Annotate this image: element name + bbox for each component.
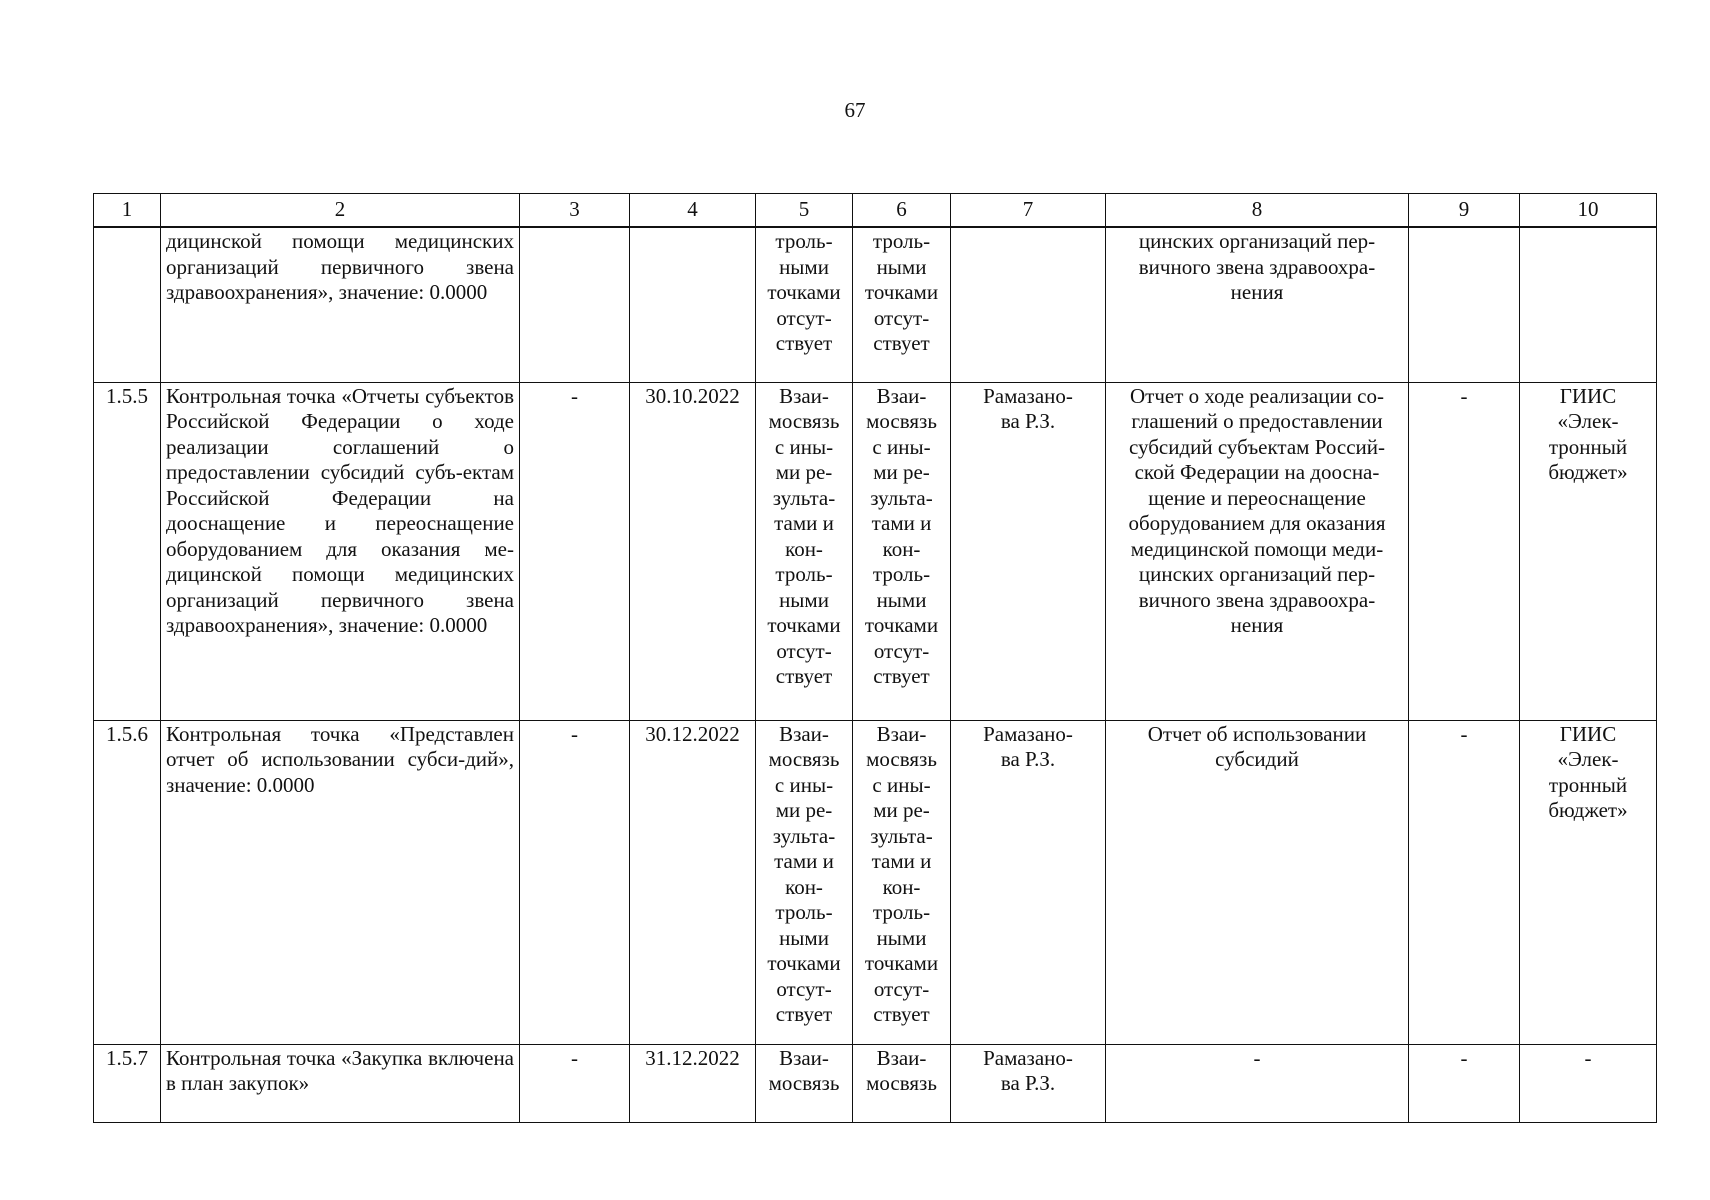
- row-col5: троль- ными точками отсут- ствует: [756, 227, 853, 382]
- row-system: -: [1520, 1044, 1657, 1122]
- row-col5: Взаи- мосвязь: [756, 1044, 853, 1122]
- row-date: 31.12.2022: [630, 1044, 756, 1122]
- column-header: 6: [853, 194, 951, 228]
- row-col9: [1409, 227, 1520, 382]
- row-responsible: Рамазано- ва Р.З.: [951, 720, 1106, 1044]
- row-col3: [520, 227, 630, 382]
- row-result: -: [1106, 1044, 1409, 1122]
- column-header: 2: [161, 194, 520, 228]
- control-points-table: [93, 193, 1657, 1123]
- row-description: Контрольная точка «Закупка включена в план закупок»: [161, 1044, 520, 1122]
- row-description: дицинской помощи медицинских организаций первичного звена здравоохранения», значение: 0.0000: [161, 227, 520, 382]
- row-number: 1.5.6: [94, 720, 161, 1044]
- row-col3: -: [520, 720, 630, 1044]
- row-responsible: Рамазано- ва Р.З.: [951, 1044, 1106, 1122]
- column-header: 1: [94, 194, 161, 228]
- row-result: Отчет об использовании субсидий: [1106, 720, 1409, 1044]
- table-row: [94, 382, 1657, 720]
- row-col3: -: [520, 382, 630, 720]
- row-number: [94, 227, 161, 382]
- row-system: ГИИС «Элек- тронный бюджет»: [1520, 720, 1657, 1044]
- column-header: 9: [1409, 194, 1520, 228]
- table-header: [94, 194, 1657, 228]
- row-col9: -: [1409, 720, 1520, 1044]
- row-col6: троль- ными точками отсут- ствует: [853, 227, 951, 382]
- column-header: 3: [520, 194, 630, 228]
- row-system: [1520, 227, 1657, 382]
- row-responsible: [951, 227, 1106, 382]
- column-header: 10: [1520, 194, 1657, 228]
- row-col5: Взаи- мосвязь с ины- ми ре- зульта- тами и кон- троль- ными точками отсут- ствует: [756, 382, 853, 720]
- row-system: ГИИС «Элек- тронный бюджет»: [1520, 382, 1657, 720]
- row-col6: Взаи- мосвязь: [853, 1044, 951, 1122]
- page-number: 67: [844, 98, 866, 122]
- row-col9: -: [1409, 382, 1520, 720]
- column-header: 5: [756, 194, 853, 228]
- table-row: [94, 1044, 1657, 1122]
- column-header: 4: [630, 194, 756, 228]
- column-header: 7: [951, 194, 1106, 228]
- row-date: [630, 227, 756, 382]
- row-date: 30.12.2022: [630, 720, 756, 1044]
- row-number: 1.5.7: [94, 1044, 161, 1122]
- row-col3: -: [520, 1044, 630, 1122]
- row-col6: Взаи- мосвязь с ины- ми ре- зульта- тами и кон- троль- ными точками отсут- ствует: [853, 720, 951, 1044]
- row-description: Контрольная точка «Отчеты субъектов Российской Федерации о ходе реализации соглашений о предоставлении субсидий субъ-ектам Российской Федерации на дооснащение и переоснащение оборудованием для оказания ме-дицинской помощи медицинских организаций первичного звена здравоохранения», значение: 0.0000: [161, 382, 520, 720]
- column-header: 8: [1106, 194, 1409, 228]
- row-col6: Взаи- мосвязь с ины- ми ре- зульта- тами и кон- троль- ными точками отсут- ствует: [853, 382, 951, 720]
- row-result: цинских организаций пер- вичного звена здравоохра- нения: [1106, 227, 1409, 382]
- row-description: Контрольная точка «Представлен отчет об использовании субси-дий», значение: 0.0000: [161, 720, 520, 1044]
- row-number: 1.5.5: [94, 382, 161, 720]
- row-responsible: Рамазано- ва Р.З.: [951, 382, 1106, 720]
- row-col9: -: [1409, 1044, 1520, 1122]
- table-row: [94, 227, 1657, 382]
- row-col5: Взаи- мосвязь с ины- ми ре- зульта- тами и кон- троль- ными точками отсут- ствует: [756, 720, 853, 1044]
- row-date: 30.10.2022: [630, 382, 756, 720]
- row-result: Отчет о ходе реализации со- глашений о предоставлении субсидий субъектам Россий- ской Федерации на доосна- щение и переоснащение оборудованием для оказания медицинской помощи меди- цинских организаций пер- вичного звена здравоохра- нения: [1106, 382, 1409, 720]
- table-row: [94, 720, 1657, 1044]
